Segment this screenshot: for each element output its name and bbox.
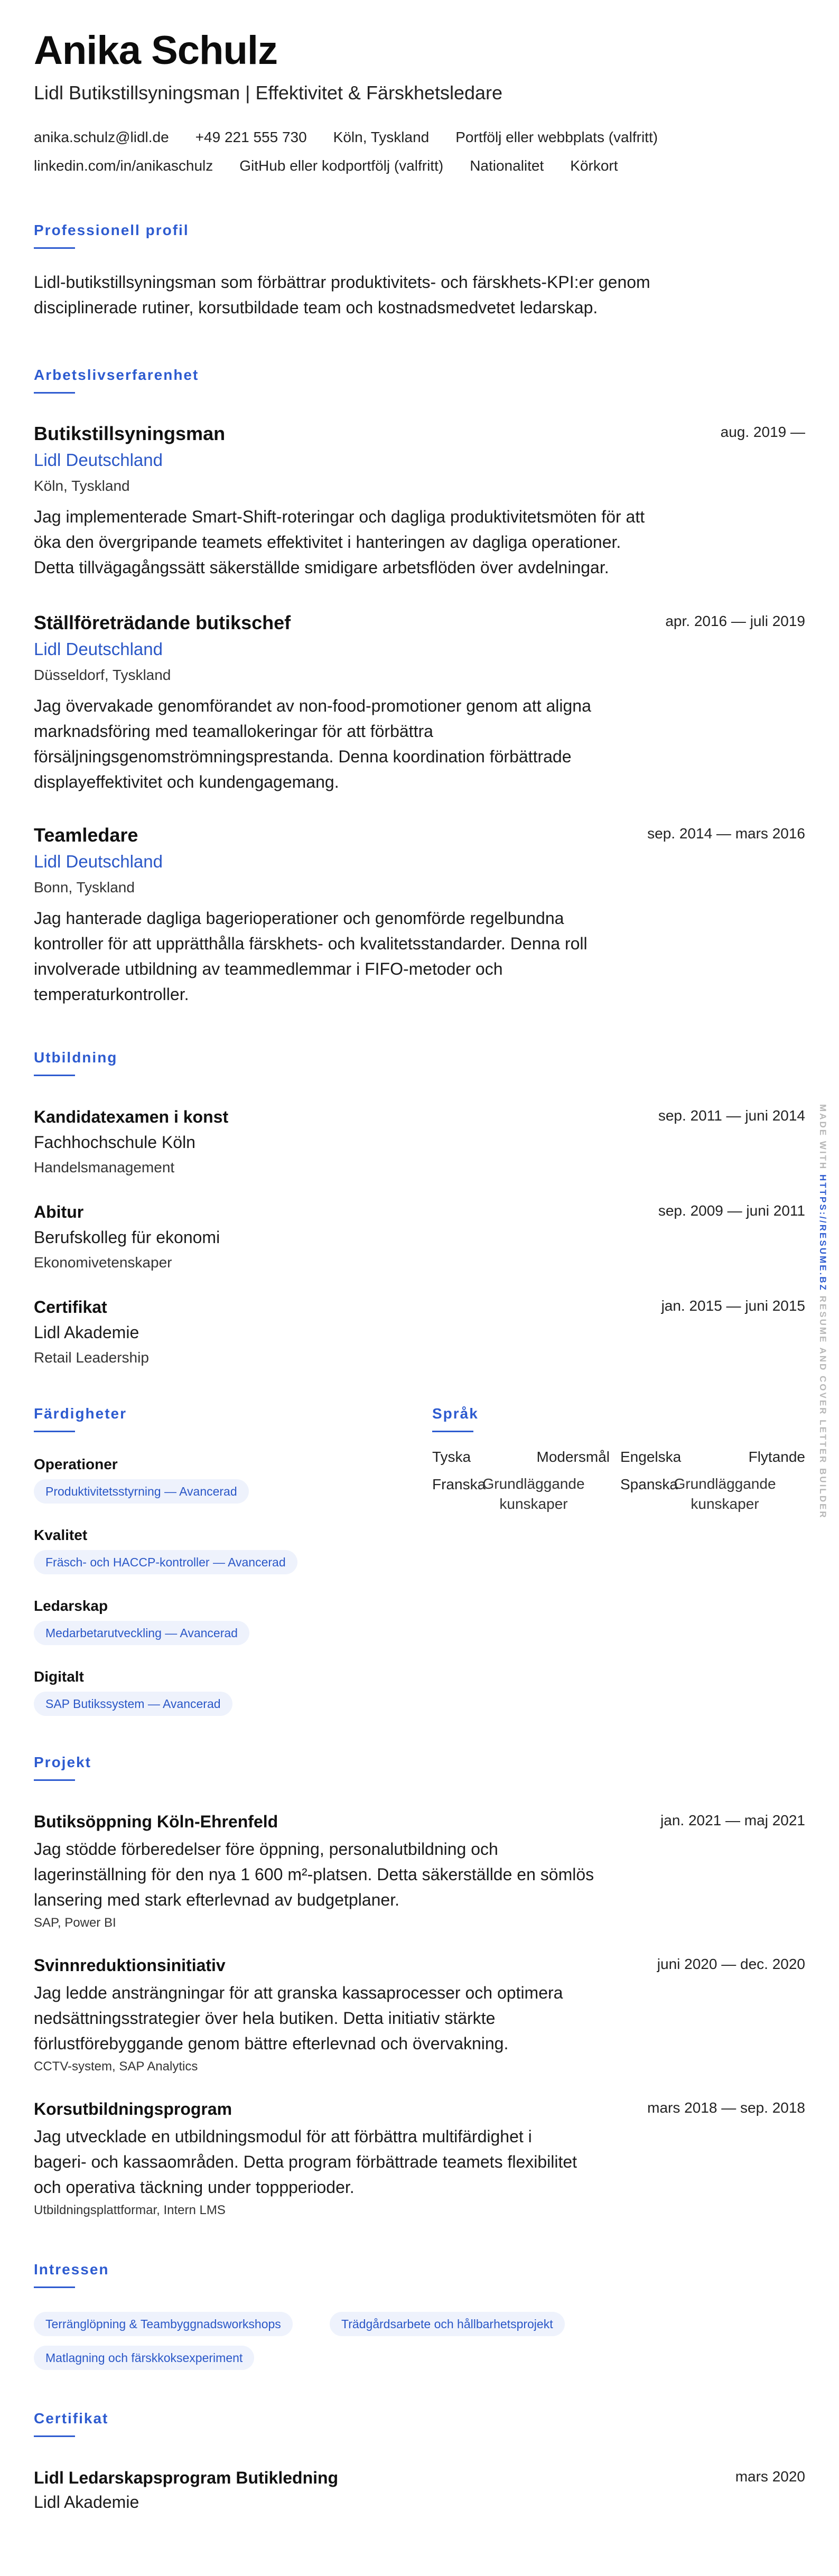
- job-location: Düsseldorf, Tyskland: [34, 667, 171, 683]
- contact-linkedin[interactable]: linkedin.com/in/anikaschulz: [34, 157, 213, 174]
- section-rule: [34, 1075, 75, 1076]
- contact-phone[interactable]: +49 221 555 730: [195, 129, 307, 145]
- project-description: Jag stödde förberedelser före öppning, personalutbildning och lagerinställning för den nya 1 600 m²-platsen. Detta säkerställde en sömlös lansering med stark efterlevnad av budgetplaner.: [34, 1840, 594, 1909]
- job-location: Köln, Tyskland: [34, 478, 130, 494]
- job-company: Lidl Deutschland: [34, 639, 163, 659]
- project-dates: juni 2020 — dec. 2020: [657, 1956, 805, 1972]
- job-description: Jag övervakade genomförandet av non-food-promotioner genom att aligna marknadsföring med teamallokeringar för att förbättra försäljningsgenomströmningsprestanda. Denna koordination förbättrade displayeffektivitet och kundengagemang.: [34, 696, 591, 791]
- skill-tag: Fräsch- och HACCP-kontroller — Avancerad: [34, 1550, 297, 1574]
- education-degree: Certifikat: [34, 1298, 107, 1317]
- job-dates: apr. 2016 — juli 2019: [665, 613, 805, 629]
- profile-text: Lidl-butikstillsyningsman som förbättrar produktivitets- och färskhets-KPI:er genom disciplinerade rutiner, korsutbildade team och kostnadsmedvetet ledarskap.: [34, 273, 650, 317]
- watermark-suffix: RESUME AND COVER LETTER BUILDER: [818, 1295, 828, 1519]
- project-dates: jan. 2021 — maj 2021: [660, 1812, 805, 1828]
- education-school: Fachhochschule Köln: [34, 1133, 195, 1152]
- job-description: Jag implementerade Smart-Shift-roteringar och dagliga produktivitetsmöten för att öka den övergripande teamets effektivitet i hanteringen av dagliga operationer. Detta tillvägagångssätt säkerställde smidigare arbetsflöden över avdelningar.: [34, 507, 645, 577]
- project-description: Jag utvecklade en utbildningsmodul för att förbättra multifärdighet i bageri- och kassaområden. Detta program förbättrade teamets flexibilitet och operativa täckning under toppperioder.: [34, 2127, 577, 2197]
- watermark-prefix: MADE WITH: [818, 1104, 828, 1171]
- skill-category: Digitalt: [34, 1668, 84, 1685]
- watermark-link[interactable]: HTTPS://RESUME.BZ: [818, 1174, 828, 1292]
- skill-tag: SAP Butikssystem — Avancerad: [34, 1692, 232, 1716]
- section-rule: [34, 247, 75, 249]
- project-description: Jag ledde ansträngningar för att granska kassaprocesser och optimera nedsättningsstrategier över hela butiken. Detta initiativ stärkte förlustförebyggande genom bättre efterlevnad och övervakning.: [34, 1983, 563, 2053]
- job-dates: sep. 2014 — mars 2016: [647, 825, 805, 842]
- section-title-interests: Intressen: [34, 2261, 109, 2278]
- section-rule: [34, 2286, 75, 2288]
- section-rule: [432, 1431, 473, 1432]
- section-title-skills: Färdigheter: [34, 1405, 127, 1422]
- builder-watermark: [817, 1104, 831, 1569]
- section-rule: [34, 1431, 75, 1432]
- certificate-name: Lidl Ledarskapsprogram Butikledning: [34, 2468, 339, 2487]
- candidate-headline: Lidl Butikstillsyningsman | Effektivitet & Färskhetsledare: [34, 82, 503, 104]
- job-location: Bonn, Tyskland: [34, 879, 135, 895]
- education-dates: sep. 2009 — juni 2011: [658, 1202, 805, 1219]
- job-title: Teamledare: [34, 824, 138, 846]
- contact-github[interactable]: GitHub eller kodportfölj (valfritt): [239, 157, 444, 174]
- contact-portfolio[interactable]: Portfölj eller webbplats (valfritt): [455, 129, 658, 145]
- education-school: Berufskolleg für ekonomi: [34, 1228, 220, 1247]
- skill-category: Kvalitet: [34, 1527, 88, 1543]
- contact-license: Körkort: [570, 157, 618, 174]
- language-name: Engelska: [620, 1449, 682, 1465]
- contact-row-1: [34, 129, 684, 146]
- contact-email[interactable]: anika.schulz@lidl.de: [34, 129, 169, 145]
- job-description: Jag hanterade dagliga bagerioperationer och genomförde regelbundna kontroller för att upprätthålla färskhets- och kvalitetsstandarder. Denna roll involverade utbildning av teammedlemmar i FIFO-metoder och temperaturkontroller.: [34, 909, 588, 1004]
- education-degree: Kandidatexamen i konst: [34, 1107, 229, 1126]
- language-name: Spanska: [620, 1476, 678, 1492]
- project-title: Korsutbildningsprogram: [34, 2099, 232, 2118]
- candidate-name: Anika Schulz: [34, 28, 277, 73]
- project-title: Svinnreduktionsinitiativ: [34, 1956, 226, 1975]
- skill-category: Ledarskap: [34, 1598, 108, 1614]
- project-tech: CCTV-system, SAP Analytics: [34, 2059, 198, 2074]
- job-company: Lidl Deutschland: [34, 852, 163, 871]
- language-level: Modersmål: [536, 1449, 610, 1465]
- skill-tag: Produktivitetsstyrning — Avancerad: [34, 1479, 249, 1504]
- education-school: Lidl Akademie: [34, 1323, 139, 1342]
- skill-category: Operationer: [34, 1456, 118, 1472]
- section-title-experience: Arbetslivserfarenhet: [34, 367, 199, 383]
- language-level: Flytande: [748, 1449, 805, 1465]
- contact-location: Köln, Tyskland: [333, 129, 430, 145]
- job-title: Ställföreträdande butikschef: [34, 612, 291, 633]
- section-rule: [34, 1779, 75, 1781]
- language-level: Grundläggande kunskaper: [482, 1476, 585, 1512]
- project-tech: Utbildningsplattformar, Intern LMS: [34, 2203, 226, 2217]
- contact-nationality: Nationalitet: [470, 157, 544, 174]
- section-rule: [34, 392, 75, 394]
- education-dates: jan. 2015 — juni 2015: [661, 1298, 805, 1314]
- project-dates: mars 2018 — sep. 2018: [647, 2099, 805, 2116]
- language-level: Grundläggande kunskaper: [674, 1476, 776, 1512]
- education-field: Handelsmanagement: [34, 1159, 175, 1175]
- project-tech: SAP, Power BI: [34, 1916, 116, 1930]
- section-title-certificates: Certifikat: [34, 2410, 109, 2426]
- education-field: Ekonomivetenskaper: [34, 1254, 172, 1271]
- job-title: Butikstillsyningsman: [34, 423, 226, 444]
- interest-tag: Trädgårdsarbete och hållbarhetsprojekt: [330, 2312, 565, 2336]
- section-title-projects: Projekt: [34, 1754, 91, 1770]
- job-dates: aug. 2019 —: [720, 424, 805, 440]
- job-company: Lidl Deutschland: [34, 450, 163, 470]
- certificate-date: mars 2020: [735, 2468, 805, 2485]
- language-name: Franska: [432, 1476, 486, 1492]
- contact-row-2: [34, 157, 645, 174]
- skill-tag: Medarbetarutveckling — Avancerad: [34, 1621, 249, 1645]
- education-field: Retail Leadership: [34, 1349, 149, 1366]
- education-degree: Abitur: [34, 1202, 84, 1221]
- section-rule: [34, 2435, 75, 2437]
- section-title-languages: Språk: [432, 1405, 479, 1422]
- certificate-issuer: Lidl Akademie: [34, 2493, 139, 2512]
- interest-tag: Terränglöpning & Teambyggnadsworkshops: [34, 2312, 293, 2336]
- education-dates: sep. 2011 — juni 2014: [658, 1107, 805, 1124]
- language-name: Tyska: [432, 1449, 471, 1465]
- section-title-profile: Professionell profil: [34, 222, 189, 238]
- project-title: Butiksöppning Köln-Ehrenfeld: [34, 1812, 278, 1831]
- interest-tag: Matlagning och färskkoksexperiment: [34, 2346, 254, 2370]
- section-title-education: Utbildning: [34, 1049, 118, 1066]
